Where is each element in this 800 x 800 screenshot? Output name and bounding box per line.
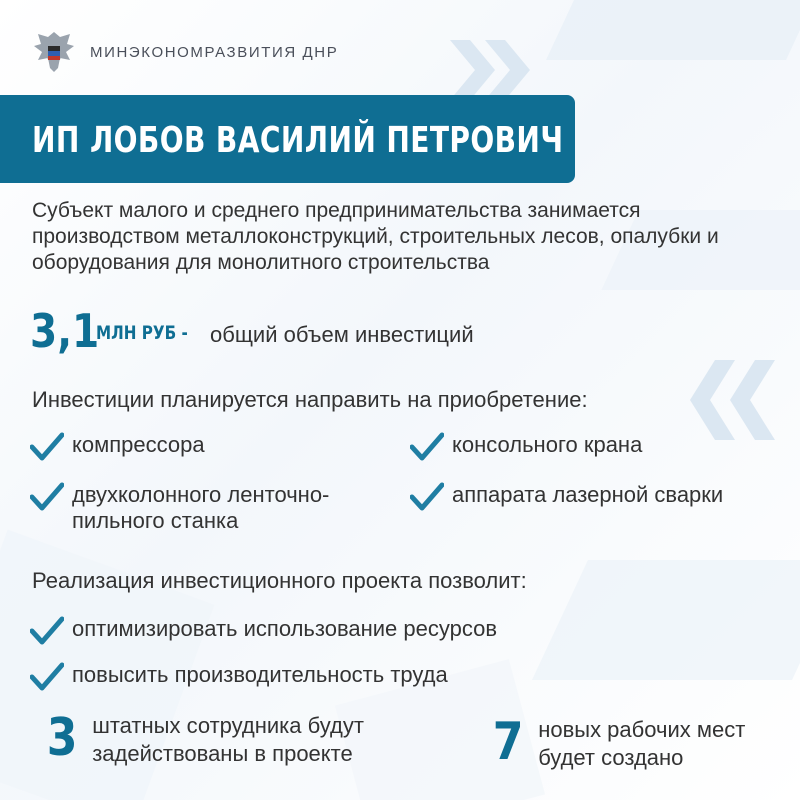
background-shape [532, 560, 800, 680]
purchase-item: двухколонного ленточно-пильного станка [72, 482, 330, 533]
checkmark-icon [410, 432, 444, 462]
investment-unit: МЛН РУБ - [96, 322, 188, 344]
chevron-decor-icon [690, 360, 780, 440]
stat-text-line: новых рабочих мест [538, 717, 746, 742]
ministry-name: МИНЭКОНОМРАЗВИТИЯ ДНР [90, 44, 339, 61]
benefit-item: оптимизировать использование ресурсов [72, 616, 498, 641]
checkmark-icon [410, 482, 444, 512]
coat-of-arms-icon [30, 28, 78, 76]
stat-text-line: штатных сотрудника будут [92, 713, 364, 738]
stat-number: 3 [46, 708, 78, 768]
benefit-item: повысить производительность труда [72, 662, 448, 687]
company-description: Субъект малого и среднего предпринимательства занимается производством металлоконструкций, строительных лесов, опалубки и оборудования для монолитного строительства [32, 199, 719, 274]
list-item [30, 662, 448, 692]
investment-amount: 3,1 [30, 304, 100, 358]
purchases-heading: Инвестиции планируется направить на приобретение: [32, 387, 588, 412]
list-item [30, 482, 390, 534]
stat-employees [44, 708, 364, 768]
checkmark-icon [30, 662, 64, 692]
stat-new-jobs [490, 712, 746, 772]
checkmark-icon [30, 616, 64, 646]
purchase-item: аппарата лазерной сварки [452, 482, 724, 507]
page-title: ИП ЛОБОВ ВАСИЛИЙ ПЕТРОВИЧ [32, 119, 564, 161]
stat-text-line: будет создано [538, 745, 684, 770]
investment-label: общий объем инвестиций [210, 322, 474, 347]
list-item [410, 482, 723, 512]
purchase-item: компрессора [72, 432, 205, 457]
list-item [30, 616, 497, 646]
checkmark-icon [30, 482, 64, 512]
stat-number: 7 [492, 712, 524, 772]
list-item [410, 432, 642, 462]
background-shape [546, 0, 800, 60]
benefits-heading: Реализация инвестиционного проекта позволит: [32, 568, 527, 593]
stat-text-line: задействованы в проекте [92, 741, 353, 766]
checkmark-icon [30, 432, 64, 462]
purchase-item: консольного крана [452, 432, 643, 457]
chevron-decor-icon [450, 40, 540, 100]
list-item [30, 432, 205, 462]
